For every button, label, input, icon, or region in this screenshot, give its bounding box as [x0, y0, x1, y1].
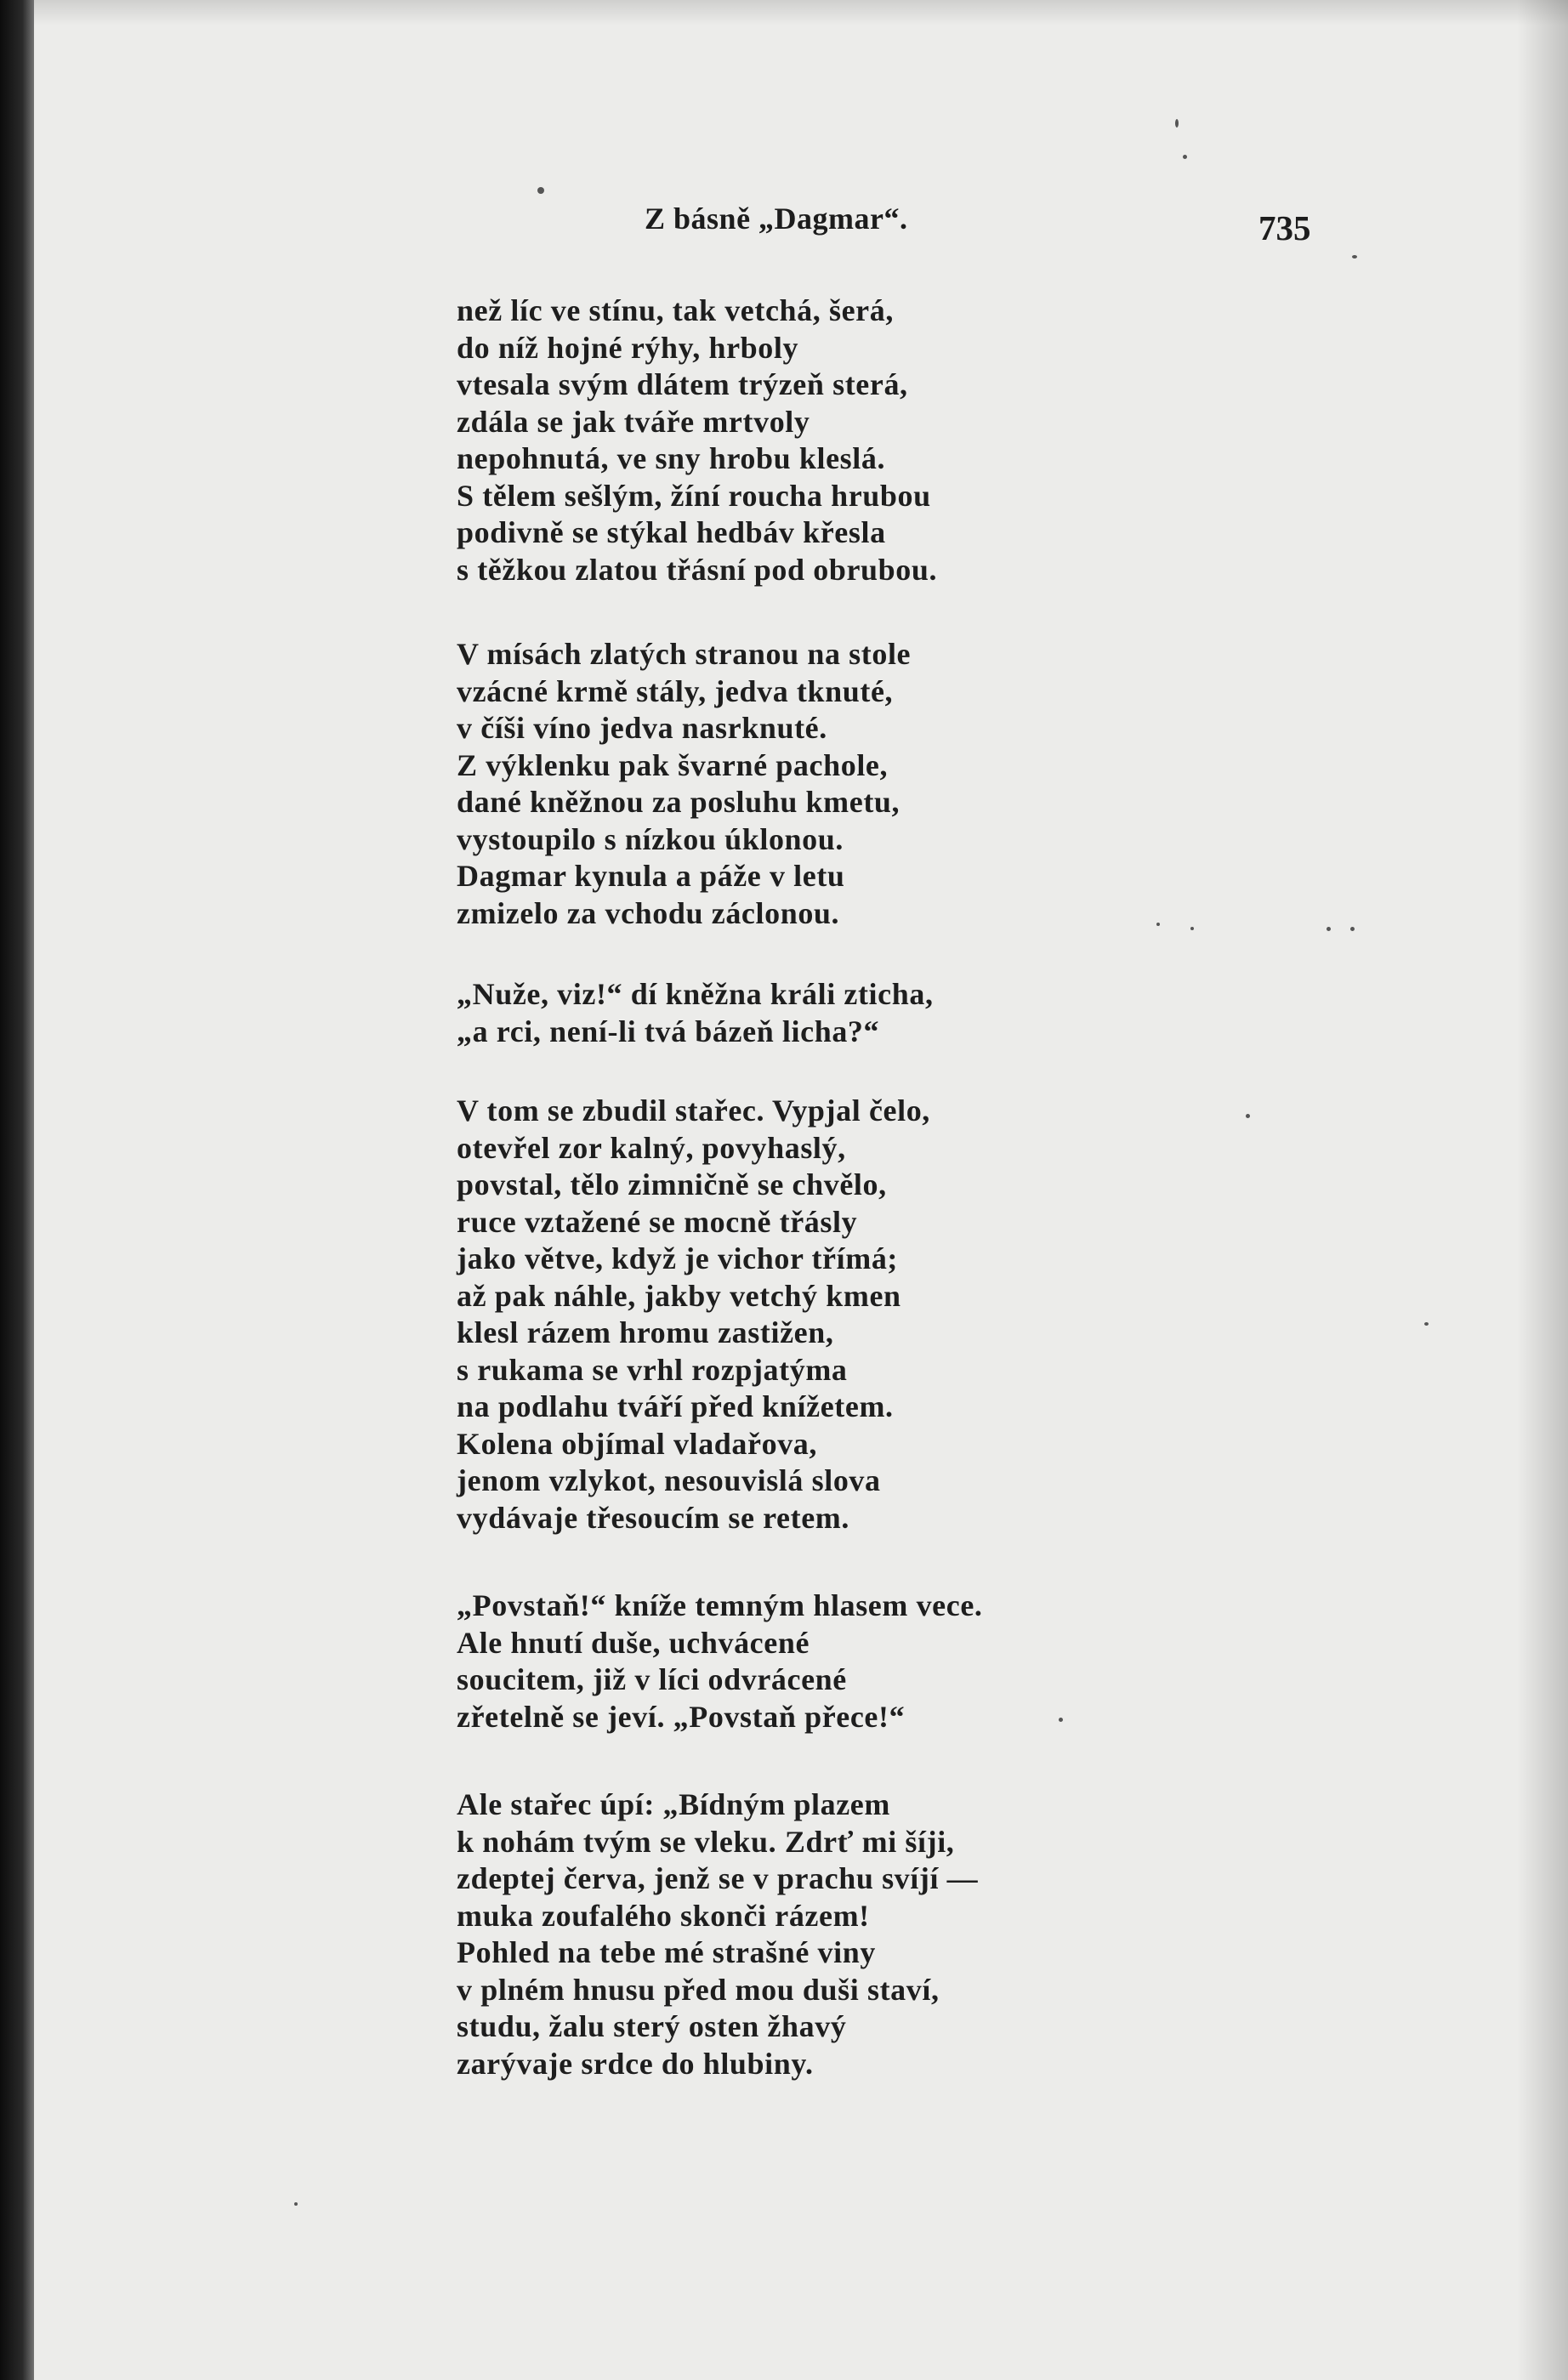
scan-speck — [1327, 927, 1331, 931]
poem-line: klesl rázem hromu zastižen, — [457, 1315, 834, 1349]
scan-speck — [537, 187, 544, 194]
poem-line: otevřel zor kalný, povyhaslý, — [457, 1130, 846, 1165]
stanza-gap — [457, 1735, 1137, 1786]
poem-line: v plném hnusu před mou duši staví, — [457, 1972, 940, 2007]
poem-line: nepohnutá, ve sny hrobu kleslá. — [457, 441, 886, 475]
poem-body — [457, 293, 1137, 2082]
book-page — [34, 0, 1568, 2380]
poem-line: muka zoufalého skonči rázem! — [457, 1898, 870, 1933]
poem-line: zarývaje srdce do hlubiny. — [457, 2046, 814, 2081]
poem-line: zdála se jak tváře mrtvoly — [457, 404, 810, 439]
scan-speck — [1183, 155, 1187, 159]
stanza-4 — [457, 1093, 1137, 1536]
scan-speck — [1352, 255, 1357, 258]
stanza-2 — [457, 636, 1137, 932]
poem-line: Ale hnutí duše, uchvácené — [457, 1625, 810, 1660]
poem-line: vtesala svým dlátem trýzeň sterá, — [457, 367, 908, 401]
poem-line: dané kněžnou za posluhu kmetu, — [457, 785, 900, 819]
stanza-gap — [457, 588, 1137, 636]
poem-line: Pohled na tebe mé strašné viny — [457, 1935, 876, 1969]
poem-line: zmizelo za vchodu záclonou. — [457, 895, 840, 930]
stanza-gap — [457, 1536, 1137, 1588]
page-number: 735 — [1258, 208, 1311, 247]
poem-line: k nohám tvým se vleku. Zdrť mi šíji, — [457, 1824, 955, 1859]
poem-line: do níž hojné rýhy, hrboly — [457, 330, 799, 365]
poem-line: až pak náhle, jakby vetchý kmen — [457, 1278, 901, 1313]
poem-line: Kolena objímal vladařova, — [457, 1426, 818, 1461]
poem-line: zřetelně se jeví. „Povstaň přece!“ — [457, 1699, 906, 1734]
poem-line: na podlahu tváří před knížetem. — [457, 1389, 894, 1423]
poem-line: studu, žalu sterý osten žhavý — [457, 2009, 847, 2043]
poem-line: V mísách zlatých stranou na stole — [457, 637, 912, 671]
stanza-5 — [457, 1588, 1137, 1735]
poem-line: vzácné krmě stály, jedva tknuté, — [457, 673, 894, 708]
scan-speck — [294, 2202, 298, 2206]
poem-line: podivně se stýkal hedbáv křesla — [457, 515, 886, 549]
scan-speck — [1246, 1114, 1250, 1118]
poem-line: ruce vztažené se mocně třásly — [457, 1204, 858, 1239]
poem-line: Dagmar kynula a páže v letu — [457, 859, 845, 893]
poem-line: jenom vzlykot, nesouvislá slova — [457, 1463, 881, 1497]
scan-edge-left — [0, 0, 37, 2380]
poem-line: „a rci, není-li tvá bázeň licha?“ — [457, 1014, 880, 1048]
page-shadow-top — [34, 0, 1568, 26]
stanza-gap — [457, 932, 1137, 976]
poem-line: povstal, tělo zimničně se chvělo, — [457, 1167, 887, 1201]
poem-line: „Nuže, viz!“ dí kněžna králi zticha, — [457, 977, 934, 1011]
poem-line: vydávaje třesoucím se retem. — [457, 1500, 849, 1535]
poem-line: v číši víno jedva nasrknuté. — [457, 711, 827, 745]
scan-speck — [1424, 1322, 1429, 1326]
poem-line: než líc ve stínu, tak vetchá, šerá, — [457, 293, 894, 327]
scan-speck — [1190, 927, 1194, 930]
scan-speck — [1156, 923, 1160, 926]
stanza-3 — [457, 976, 1137, 1050]
poem-line: V tom se zbudil stařec. Vypjal čelo, — [457, 1093, 930, 1128]
poem-line: soucitem, již v líci odvrácené — [457, 1662, 847, 1696]
poem-line: vystoupilo s nízkou úklonou. — [457, 821, 844, 856]
scan-speck — [1350, 927, 1355, 931]
stanza-1 — [457, 293, 1137, 588]
poem-line: S tělem sešlým, žíní roucha hrubou — [457, 478, 931, 513]
poem-line: s těžkou zlatou třásní pod obrubou. — [457, 552, 938, 587]
stanza-6 — [457, 1786, 1137, 2082]
poem-line: Z výklenku pak švarné pachole, — [457, 747, 889, 782]
page-shadow-right — [1517, 0, 1568, 2380]
poem-line: zdeptej červa, jenž se v prachu svíjí — — [457, 1861, 979, 1895]
poem-line: „Povstaň!“ kníže temným hlasem vece. — [457, 1588, 983, 1622]
scan-speck — [1059, 1718, 1063, 1722]
poem-line: jako větve, když je vichor třímá; — [457, 1241, 899, 1275]
stanza-gap — [457, 1050, 1137, 1093]
poem-line: Ale stařec úpí: „Bídným plazem — [457, 1787, 890, 1821]
poem-line: s rukama se vrhl rozpjatýma — [457, 1352, 848, 1387]
scan-speck — [1175, 119, 1179, 128]
running-title: Z básně „Dagmar“. — [645, 202, 908, 236]
